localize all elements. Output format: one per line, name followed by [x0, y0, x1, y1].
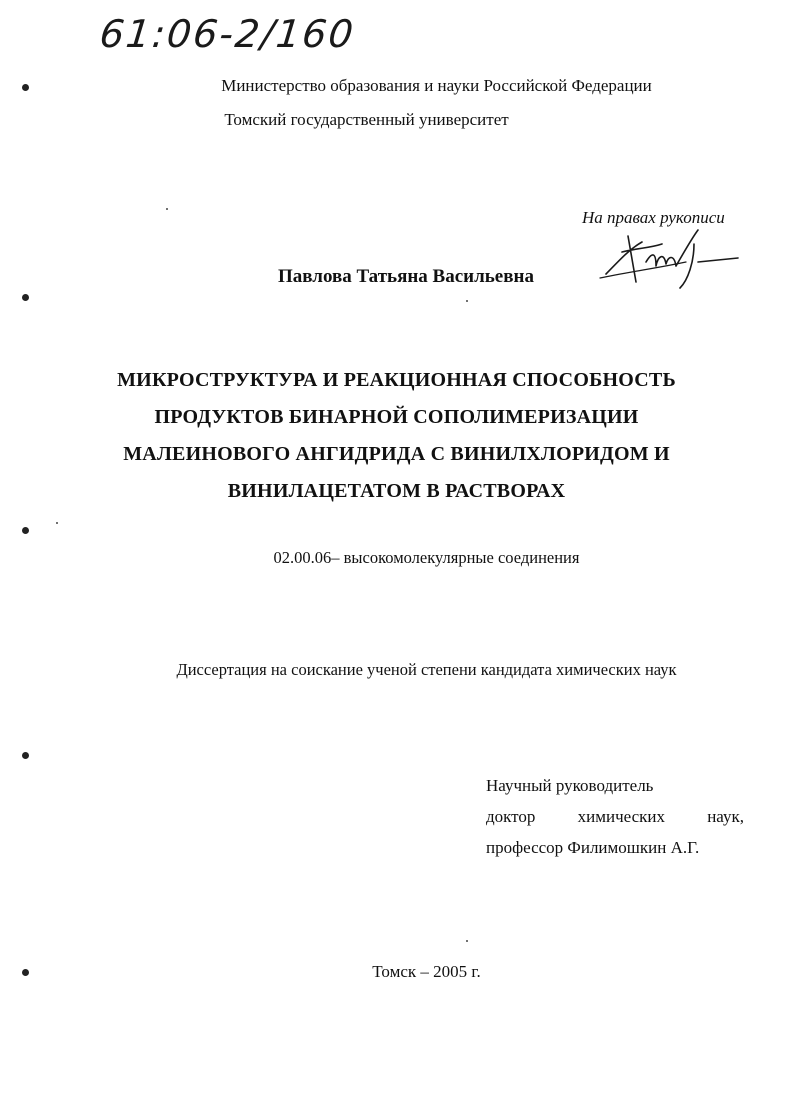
scan-speck	[466, 940, 468, 942]
specialty-code: 02.00.06– высокомолекулярные соединения	[273, 548, 580, 567]
scan-speck	[56, 522, 58, 524]
scan-speck	[166, 208, 168, 210]
ministry-name: Министерство образования и науки Российской Федерации	[221, 76, 652, 95]
margin-dot	[22, 294, 29, 301]
title-line: МИКРОСТРУКТУРА И РЕАКЦИОННАЯ СПОСОБНОСТЬ	[117, 369, 676, 391]
title-line: ПРОДУКТОВ БИНАРНОЙ СОПОЛИМЕРИЗАЦИИ	[154, 406, 639, 428]
supervisor-heading: Научный руководитель	[486, 776, 654, 795]
dissertation-statement: Диссертация на соискание ученой степени кандидата химических наук	[176, 660, 677, 679]
city-year: Томск – 2005 г.	[372, 962, 481, 981]
margin-dot	[22, 752, 29, 759]
margin-dot	[22, 84, 29, 91]
title-line: ВИНИЛАЦЕТАТОМ В РАСТВОРАХ	[227, 480, 566, 502]
supervisor-block	[486, 770, 744, 863]
margin-dot	[22, 969, 29, 976]
margin-dot	[22, 527, 29, 534]
archive-code: 61:06-2/160	[97, 12, 358, 56]
author-name: Павлова Татьяна Васильевна	[278, 266, 534, 287]
degree-word: химических	[577, 807, 665, 826]
title-line: МАЛЕИНОВОГО АНГИДРИДА С ВИНИЛХЛОРИДОМ И	[123, 443, 670, 465]
university-name: Томский государственный университет	[224, 110, 509, 129]
degree-word: наук,	[707, 807, 744, 826]
signature-icon	[598, 222, 748, 294]
dissertation-title	[0, 362, 793, 510]
supervisor-degree	[486, 801, 744, 832]
manuscript-note: На правах рукописи	[582, 208, 725, 227]
degree-word: доктор	[486, 807, 536, 826]
scan-speck	[466, 300, 468, 302]
supervisor-name: профессор Филимошкин А.Г.	[486, 838, 700, 857]
